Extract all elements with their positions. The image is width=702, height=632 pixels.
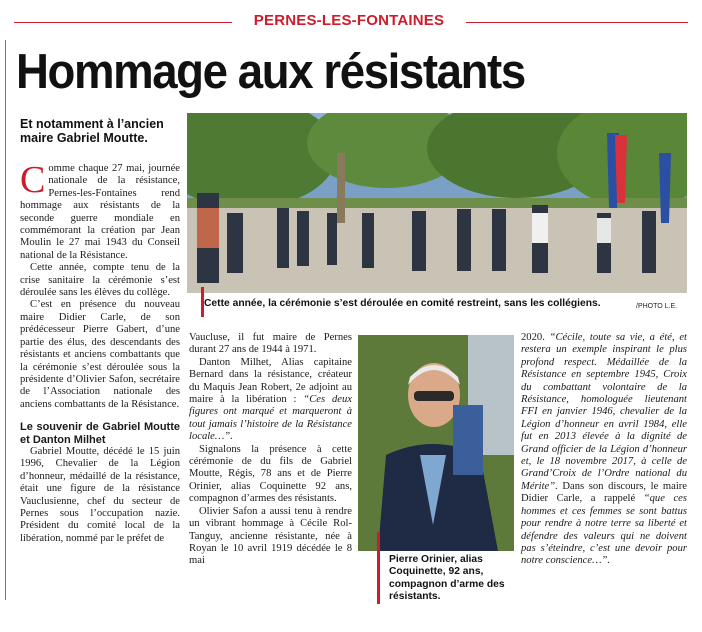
headline: Hommage aux résistants	[16, 45, 525, 99]
ceremony-photo-illustration	[187, 113, 687, 293]
paragraph	[521, 332, 687, 568]
drop-cap: C	[20, 159, 46, 201]
rubric-label: PERNES-LES-FONTAINES	[253, 12, 445, 29]
quote: “Ces deux figures ont marqué et marqueront à tout jamais l’histoire de la Résistance locale…”.	[189, 394, 352, 443]
paragraph: Cette année, compte tenu de la crise sanitaire la cérémonie s’est déroulée sans les élèves du collège.	[20, 262, 180, 299]
paragraph-text: 2020.	[521, 332, 550, 343]
paragraph-text: Dans son discours, le maire Didier Carle, a rappelé	[521, 480, 687, 505]
portrait-photo-illustration	[358, 335, 514, 551]
paragraph-intro	[20, 159, 180, 262]
page-left-border	[5, 40, 6, 600]
ceremony-photo	[187, 113, 687, 293]
section-rubric	[0, 12, 702, 32]
rubric-rule-left	[14, 22, 232, 23]
paragraph: Vaucluse, il fut maire de Pernes durant 27 ans de 1944 à 1971.	[189, 332, 352, 356]
paragraph: Gabriel Moutte, décédé le 15 juin 1996, Chevalier de la Légion d’honneur, médaillé de la résistance, était une figure de la résistance Vauclusienne, chef du secteur de Pernes sous l’occupation nazie. Président du comité local de la libération, nommé par le préfet de	[20, 445, 180, 544]
article-column-1	[20, 159, 180, 545]
rubric-rule-right	[466, 22, 688, 23]
subheading: Le souvenir de Gabriel Moutte et Danton Milhet	[20, 421, 180, 446]
article-column-3	[521, 332, 687, 568]
paragraph	[189, 357, 352, 444]
paragraph: Signalons la présence à cette cérémonie de du fils de Gabriel Moutte, Régis, 78 ans et de Pierre Orinier, alias Coquinette 92 ans, compagnon d’armes des résistants.	[189, 443, 352, 505]
ceremony-photo-caption: Cette année, la cérémonie s’est déroulée en comité restreint, sans les collégiens.	[204, 298, 601, 309]
article-column-2	[189, 332, 352, 568]
portrait-photo-caption: Pierre Orinier, alias Coquinette, 92 ans, compagnon d’arme des résistants.	[389, 554, 505, 603]
quote: “que ces hommes et ces femmes se sont battus pour rendre à notre terre sa liberté et défendre des valeurs qui ne doivent pas s’éteindre, c’est une devoir pour notre conscience…”.	[521, 493, 687, 567]
paragraph: C’est en présence du nouveau maire Didier Carle, de son prédécesseur Pierre Gabert, d’une partie des élus, des descendants des résistants et anciens combattants que la cérémonie s’est déroulée sous la présidente d’Olivier Safon, secrétaire de l’Association nationale des anciens combattants de la Résistance.	[20, 299, 180, 410]
paragraph: Olivier Safon a aussi tenu à rendre un vibrant hommage à Cécile Rol-Tanguy, ancienne résistante, née à Royan le 10 avril 1919 décédée le 8 mai	[189, 505, 352, 567]
photo-credit: /PHOTO L.E.	[636, 303, 678, 310]
portrait-photo	[358, 335, 514, 551]
quote: “Cécile, toute sa vie, a été, et restera un exemple inspirant le plus profond respect. Médaillée de la Résistance en septembre 1945, Croix du combattant volontaire de la Résistance, homologuée lieutenant FFI en janvier 1946, chevalier de la Légion d’honneur en avril 1984, elle fut en 2013 élevée à la dignité de Grand officier de la Légion d’honneur et, le 18 novembre 2017, à celle de Grand’Croix de l’Ordre national du Mérite”.	[521, 332, 688, 492]
caption-accent-bar	[377, 532, 380, 604]
paragraph-text: Danton Milhet, Alias capitaine Bernard dans la résistance, créateur du Maquis Jean Robert, 2e adjoint au maire à la libération :	[189, 356, 352, 406]
paragraph-intro-text: omme chaque 27 mai, journée nationale de la résistance, Pernes-les-Fontaines rend hommage aux résistants de la seconde guerre mondiale en commémorant la création par Jean Moulin le 27 mai 1943 du Conseil national de la Résistance.	[20, 163, 180, 261]
deck: Et notamment à l’ancien maire Gabriel Moutte.	[20, 117, 164, 145]
